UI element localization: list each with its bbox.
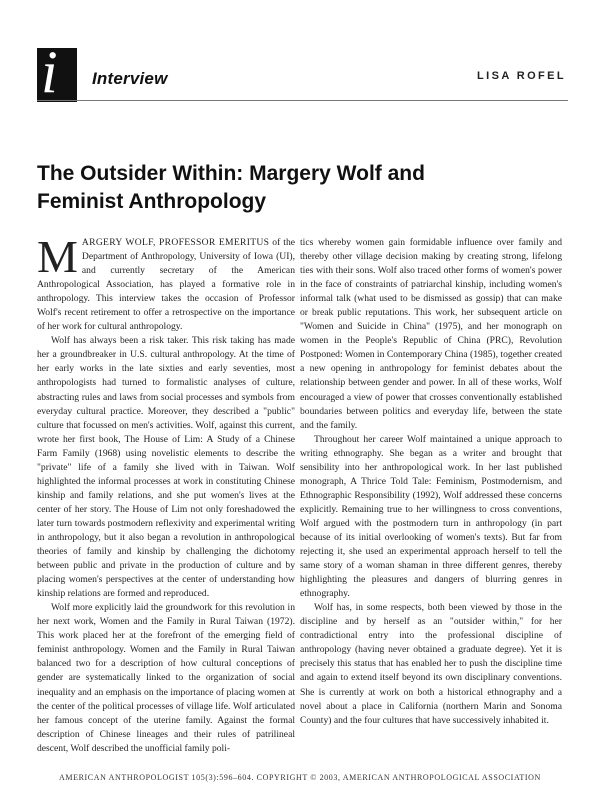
right-column [300,236,562,728]
interview-badge-letter: i [41,48,58,102]
lead-smallcaps: ARGERY WOLF, PROFESSOR EMERITUS [81,237,270,248]
paragraph-3: Wolf more explicitly laid the groundwork for this revolution in her next work, Women and the Family in Rural Taiwan (1972). This work placed her at the forefront of the emerging field of feminist anthropology. Women and the Family in Rural Taiwan balanced two for a description of how cultural conceptions of gender are systematically linked to the organization of social inequality and an emphasis on the importance of placing women at the center of the political processes of village life. Wolf articulated her famous concept of the uterine family. Against the formal description of Chinese lineages and their rules of patrilineal descent, Wolf described the unofficial family poli- [37,602,295,754]
paragraph-5: Throughout her career Wolf maintained a unique approach to writing ethnography. She began as a writer and brought that sensibility into her anthropological work. In her last published monograph, A Thrice Told Tale: Feminism, Postmodernism, and Ethnographic Responsibility (1992), Wolf addressed these concerns explicitly. Remaining true to her willingness to cross conventions, Wolf argued with the postmodern turn in anthropology (in part because of its initial overlooking of women's texts). But far from rejecting it, she used an experimental approach herself to tell the same story of a woman shaman in three different genres, thereby highlighting the pleasures and dangers of blurring genres in ethnography. [300,433,562,600]
author-name: LISA ROFEL [477,70,566,82]
left-column [37,231,295,756]
interview-badge [37,48,77,102]
paragraph-2: Wolf has always been a risk taker. This risk taking has made her a groundbreaker in U.S. cultural anthropology. At the time of her early works in the late sixties and early seventies, most anthropologists had turned to formalistic analyses of culture, abstracting rules and laws from social processes and symbols from everyday cultural practice. Moreover, they described a "public" culture that focussed on men's activities. Wolf, against this current, wrote her first book, The House of Lim: A Study of a Chinese Farm Family (1968) using novelistic elements to describe the "private" life of a family she lived with in Taiwan. Wolf highlighted the informal processes at work in constituting Chinese kinship and family relations, and she put women's lives at the center of her story. The House of Lim not only foreshadowed the later turn towards postmodern reflexivity and experimental writing in anthropology, but it also began a revolution in anthropological theories of family and kinship by challenging the dichotomy between public and private in the production of culture and by placing women's perspectives at the center of understanding how kinship relations are formed and reproduced. [37,335,295,600]
drop-cap: M [37,231,78,282]
article-title: The Outsider Within: Margery Wolf and Feminist Anthropology [37,162,425,214]
paragraph-1-text: of the Department of Anthropology, University of Iowa (UI), and currently secretary of the American Anthropological Association, has played a formative role in anthropology. This interview takes the occasion of Professor Wolf's recent retirement to offer a retrospective on the importance of her work for cultural anthropology. [37,237,295,333]
paragraph-6: Wolf has, in some respects, both been viewed by those in the discipline and by herself as an "outsider within," for her contradictional entry into the professional discipline of anthropology (having never obtained a graduate degree). Yet it is precisely this status that has enabled her to push the discipline time and again to extend itself beyond its own disciplinary conventions. She is currently at work on both a historical ethnography and a novel about a place in California (northern Marin and Sonoma County) and the four cultures that have successively inhabited it. [300,602,562,726]
paragraph-4: tics whereby women gain formidable influence over family and thereby other village decision making by creating strong, lifelong ties with their sons. Wolf also traced other forms of women's power in the face of constraints of patriarchal kinship, including women's informal talk (what used to be dismissed as gossip) that can make or break public reputations. This work, her subsequent article on "Women and Suicide in China" (1975), and her monograph on women in the People's Republic of China (PRC), Revolution Postponed: Women in Contemporary China (1985), together created a new opening in anthropology for feminist debates about the relationship between gender and power. In all of these works, Wolf encouraged a view of power that crosses conventionally established boundaries between politics and everyday life, between the state and the family. [300,237,562,431]
section-label: Interview [92,69,168,88]
journal-citation-footer: AMERICAN ANTHROPOLOGIST 105(3):596–604. COPYRIGHT © 2003, AMERICAN ANTHROPOLOGICAL ASSOCIATION [59,773,541,782]
paragraph-1 [37,231,295,334]
header-rule [37,100,568,101]
